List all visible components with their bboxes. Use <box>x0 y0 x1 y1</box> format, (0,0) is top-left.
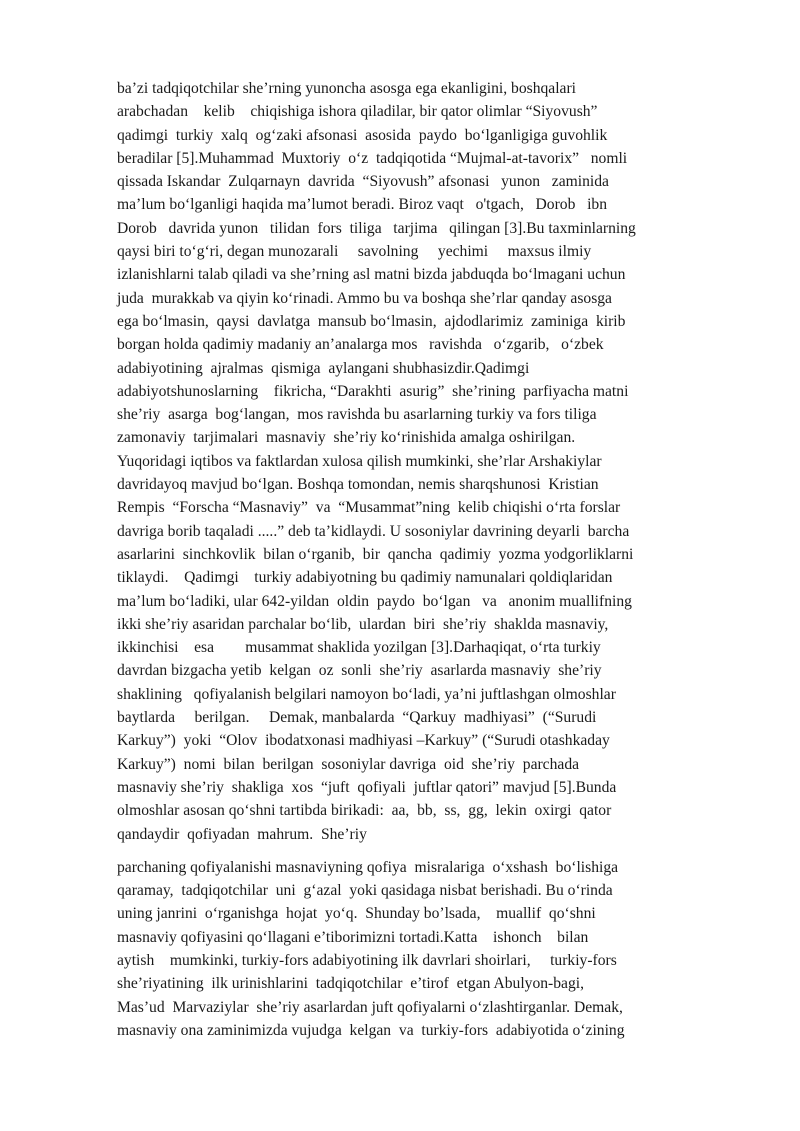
text-line: zamonaviy tarjimalari masnaviy she’riy ko‘rinishida amalga oshirilgan. <box>117 429 576 447</box>
text-line: ba’zi tadqiqotchilar she’rning yunoncha asosga ega ekanligini, boshqalari <box>117 80 577 97</box>
text-line: tiklaydi. Qadimgi turkiy adabiyotning bu qadimiy namunalari qoldiqlaridan <box>117 569 613 587</box>
text-line: qadimgi turkiy xalq og‘zaki afsonasi asosida paydo bo‘lganligiga guvohlik <box>117 126 608 144</box>
text-line: ma’lum bo‘ladiki, ular 642-yildan oldin paydo bo‘lgan va anonim muallifning <box>117 592 632 610</box>
text-line: qandaydir qofiyadan mahrum. She’riy <box>117 825 367 843</box>
text-line: ikki she’riy asaridan parchalar bo‘lib, ulardan biri she’riy shaklda masnaviy, <box>117 615 609 633</box>
text-line: adabiyotining ajralmas qismiga aylangani shubhasizdir.Qadimgi <box>117 359 530 377</box>
text-line: Dorob davrida yunon tilidan fors tiliga tarjima qilingan [3].Bu taxminlarning <box>117 219 636 237</box>
paragraph-1 <box>117 77 742 846</box>
text-line: ikkinchisi esa musammat shaklida yozilgan [3].Darhaqiqat, o‘rta turkiy <box>117 639 601 657</box>
text-line: shaklining qofiyalanish belgilari namoyon bo‘ladi, ya’ni juftlashgan olmoshlar <box>117 685 616 703</box>
text-line: masnaviy ona zaminimizda vujudga kelgan va turkiy-fors adabiyotida o‘zining <box>117 1021 625 1039</box>
paragraph-2 <box>117 856 742 1042</box>
text-line: uning janrini o‘rganishga hojat yo‘q. Shunday bo’lsada, muallif qo‘shni <box>117 905 596 923</box>
text-line: borgan holda qadimiy madaniy an’analarga mos ravishda o‘zgarib, o‘zbek <box>117 336 604 354</box>
text-line: baytlarda berilgan. Demak, manbalarda “Qarkuy madhiyasi” (“Surudi <box>117 709 597 727</box>
document-page <box>117 77 742 1042</box>
text-line: asarlarini sinchkovlik bilan o‘rganib, bir qancha qadimiy yozma yodgorliklarni <box>117 545 634 563</box>
text-line: she’riy asarga bog‘langan, mos ravishda bu asarlarning turkiy va fors tiliga <box>117 406 597 424</box>
text-line: ma’lum bo‘lganligi haqida ma’lumot beradi. Biroz vaqt o'tgach, Dorob ibn <box>117 196 608 214</box>
text-line: davriga borib taqaladi .....” deb ta’kidlaydi. U sosoniylar davrining deyarli barcha <box>117 522 630 540</box>
text-line: Yuqoridagi iqtibos va faktlardan xulosa qilish mumkinki, she’rlar Arshakiylar <box>117 452 602 470</box>
text-line: Karkuy”) nomi bilan berilgan sosoniylar davriga oid she’riy parchada <box>117 755 580 773</box>
text-line: parchaning qofiyalanishi masnaviyning qofiya misralariga o‘xshash bo‘lishiga <box>117 858 619 876</box>
text-line: qissada Iskandar Zulqarnayn davrida “Siyovush” afsonasi yunon zaminida <box>117 173 609 191</box>
text-line: olmoshlar asosan qo‘shni tartibda birikadi: aa, bb, ss, gg, lekin oxirgi qator <box>117 802 612 820</box>
text-line: ega bo‘lmasin, qaysi davlatga mansub bo‘lmasin, ajdodlarimiz zaminiga kirib <box>117 312 626 330</box>
text-line: beradilar [5].Muhammad Muxtoriy o‘z tadqiqotida “Mujmal-at-tavorix” nomli <box>117 149 628 167</box>
text-line: Rempis “Forscha “Masnaviy” va “Musammat”ning kelib chiqishi o‘rta forslar <box>117 499 621 517</box>
text-line: qaramay, tadqiqotchilar uni g‘azal yoki qasidaga nisbat berishadi. Bu o‘rinda <box>117 882 613 900</box>
text-line: davrdan bizgacha yetib kelgan oz sonli she’riy asarlarda masnaviy she’riy <box>117 662 602 680</box>
text-line: davridayoq mavjud bo‘lgan. Boshqa tomondan, nemis sharqshunosi Kristian <box>117 476 599 494</box>
text-line: qaysi biri to‘g‘ri, degan munozarali savolning yechimi maxsus ilmiy <box>117 243 592 261</box>
text-line: juda murakkab va qiyin ko‘rinadi. Ammo bu va boshqa she’rlar qanday asosga <box>117 289 612 307</box>
text-line: izlanishlarni talab qiladi va she’rning asl matni bizda jabduqda bo‘lmagani uchun <box>117 266 626 284</box>
text-line: Karkuy”) yoki “Olov ibodatxonasi madhiyasi –Karkuy” (“Surudi otashkaday <box>117 732 610 750</box>
text-line: aytish mumkinki, turkiy-fors adabiyotining ilk davrlari shoirlari, turkiy-fors <box>117 951 617 969</box>
text-line: masnaviy she’riy shakliga xos “juft qofiyali juftlar qatori” mavjud [5].Bunda <box>117 778 617 796</box>
text-line: arabchadan kelib chiqishiga ishora qiladilar, bir qator olimlar “Siyovush” <box>117 103 598 121</box>
text-line: masnaviy qofiyasini qo‘llagani e’tiborimizni tortadi.Katta ishonch bilan <box>117 928 589 946</box>
text-line: adabiyotshunoslarning fikricha, “Darakhti asurig” she’rining parfiyacha matni <box>117 382 629 400</box>
text-line: she’riyatining ilk urinishlarini tadqiqotchilar e’tirof etgan Abulyon-bagi, <box>117 975 584 993</box>
text-line: Mas’ud Marvaziylar she’riy asarlardan juft qofiyalarni o‘zlashtirganlar. Demak, <box>117 998 623 1016</box>
